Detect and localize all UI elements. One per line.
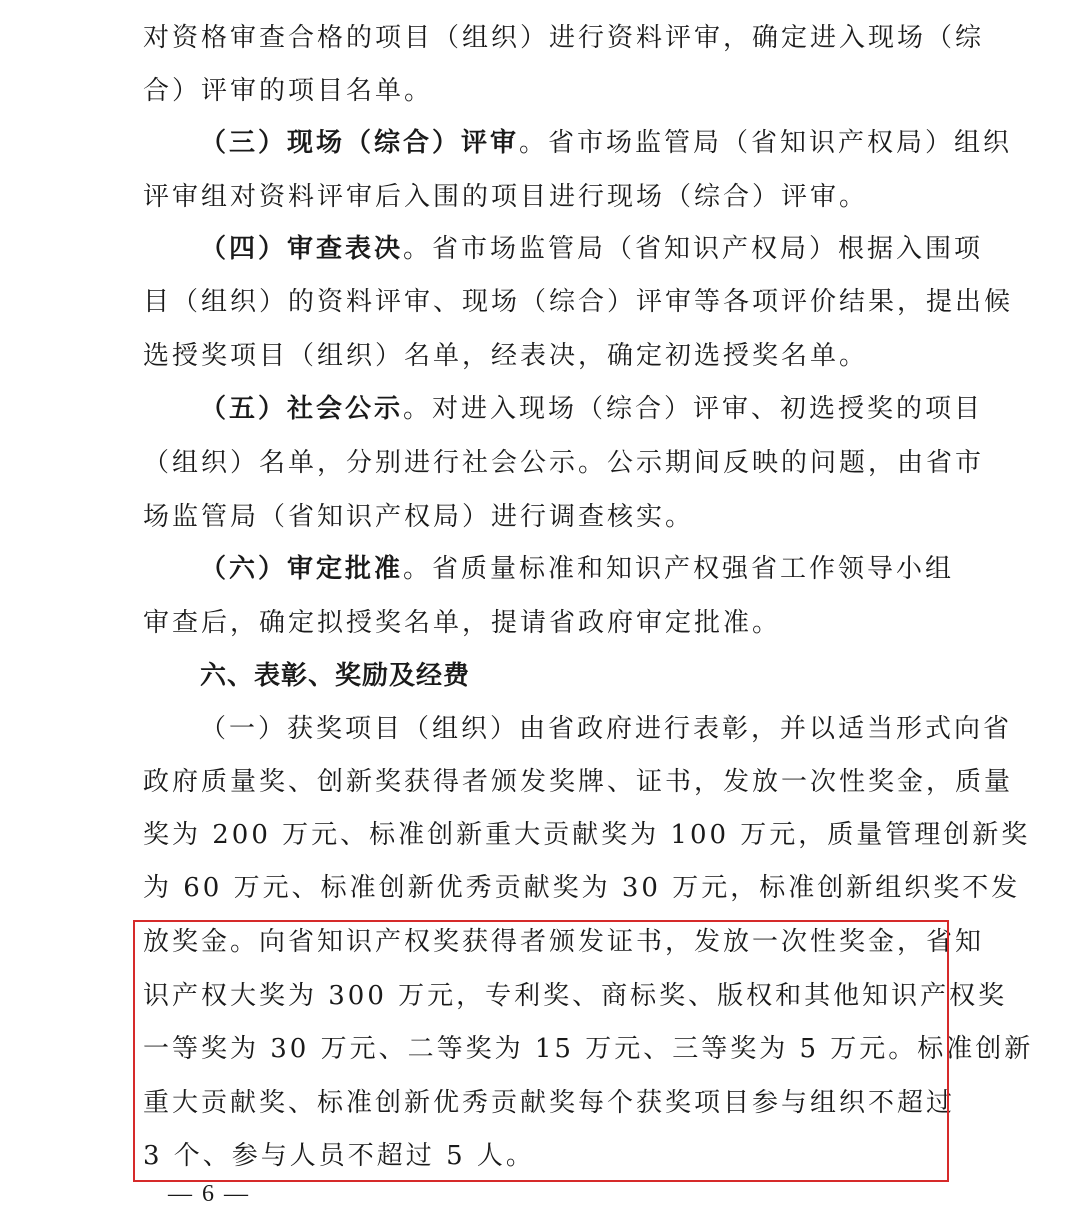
text-line: 对资格审查合格的项目（组织）进行资料评审，确定进入现场（综	[143, 23, 985, 53]
step-5-lead: （五）社会公示	[200, 394, 404, 424]
step-3-text: 。省市场监管局（省知识产权局）组织	[519, 128, 1013, 158]
text-line: （组织）名单，分别进行社会公示。公示期间反映的问题，由省市	[143, 448, 985, 478]
section-heading: 六、表彰、奖励及经费	[200, 661, 471, 691]
text-line: 目（组织）的资料评审、现场（综合）评审等各项评价结果，提出候	[143, 287, 1014, 317]
step-3-lead: （三）现场（综合）评审	[200, 128, 520, 158]
text-line: 选授奖项目（组织）名单，经表决，确定初选授奖名单。	[143, 341, 869, 371]
step-4-paragraph-start	[200, 229, 984, 269]
text-line: 评审组对资料评审后入围的项目进行现场（综合）评审。	[143, 182, 869, 212]
step-5-paragraph-start	[200, 389, 984, 429]
step-4-lead: （四）审查表决	[200, 234, 404, 264]
step-6-text: 。省质量标准和知识产权强省工作领导小组	[403, 554, 955, 584]
text-line: 审查后，确定拟授奖名单，提请省政府审定批准。	[143, 608, 782, 638]
text-line: 政府质量奖、创新奖获得者颁发奖牌、证书，发放一次性奖金，质量	[143, 767, 1014, 797]
text-line: 识产权大奖为 300 万元，专利奖、商标奖、版权和其他知识产权奖	[143, 981, 1008, 1011]
text-line: 3 个、参与人员不超过 5 人。	[143, 1141, 535, 1171]
text-line: 奖为 200 万元、标准创新重大贡献奖为 100 万元，质量管理创新奖	[143, 820, 1031, 850]
text-line: 放奖金。向省知识产权奖获得者颁发证书，发放一次性奖金，省知	[143, 927, 985, 957]
text-line: 合）评审的项目名单。	[143, 76, 434, 106]
step-5-text: 。对进入现场（综合）评审、初选授奖的项目	[403, 394, 984, 424]
text-line: 一等奖为 30 万元、二等奖为 15 万元、三等奖为 5 万元。标准创新	[143, 1034, 1034, 1064]
step-3-paragraph-start	[200, 123, 1013, 163]
page-number: — 6 —	[168, 1181, 250, 1207]
step-6-paragraph-start	[200, 549, 955, 589]
step-6-lead: （六）审定批准	[200, 554, 404, 584]
text-line: 重大贡献奖、标准创新优秀贡献奖每个获奖项目参与组织不超过	[143, 1088, 956, 1118]
text-line: 为 60 万元、标准创新优秀贡献奖为 30 万元，标准创新组织奖不发	[143, 873, 1021, 903]
text-line: （一）获奖项目（组织）由省政府进行表彰，并以适当形式向省	[200, 714, 1013, 744]
step-4-text: 。省市场监管局（省知识产权局）根据入围项	[403, 234, 984, 264]
text-line: 场监管局（省知识产权局）进行调查核实。	[143, 502, 695, 532]
